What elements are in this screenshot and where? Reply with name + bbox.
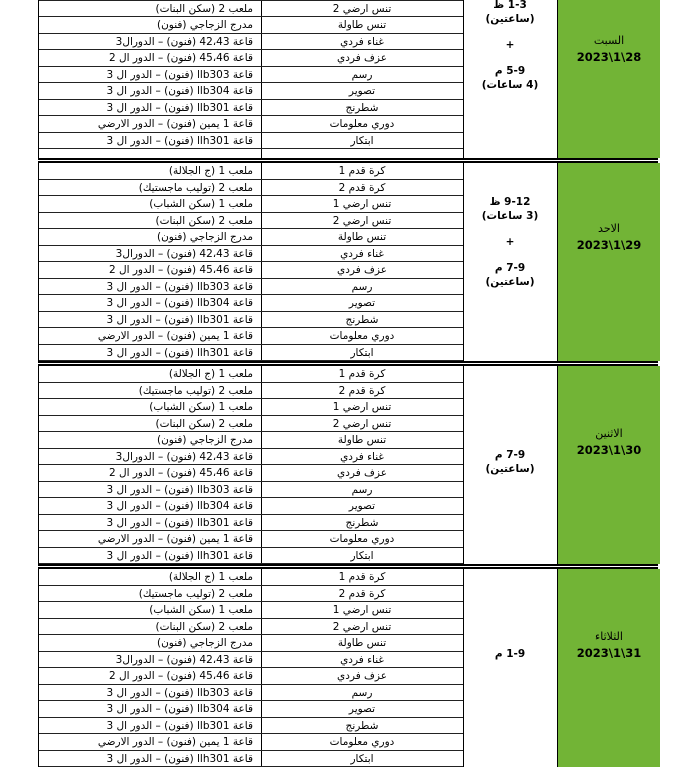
- location-cell: ملعب 1 (ج الجلالة): [39, 569, 261, 586]
- activity-cell: تنس ارضي 2: [261, 416, 463, 433]
- activity-cell: كرة قدم 2: [261, 586, 463, 603]
- activity-cell: تنس ارضي 1: [261, 196, 463, 213]
- location-cell: قاعة llb301 (فنون) – الدور ال 3: [39, 515, 261, 532]
- day-name: السبت: [558, 33, 660, 49]
- time-column: [463, 163, 558, 361]
- location-cell: قاعة 42،43 (فنون) – الدورال3: [39, 246, 261, 263]
- activity-cell: تصوير: [261, 295, 463, 312]
- activity-cell: غناء فردي: [261, 449, 463, 466]
- locations-column: [39, 569, 262, 767]
- activity-cell: ابتكار: [261, 133, 463, 150]
- activity-cell: تنس طاولة: [261, 635, 463, 652]
- activity-cell: شطرنج: [261, 718, 463, 735]
- location-cell: قاعة 1 يمين (فنون) – الدور الارضي: [39, 531, 261, 548]
- activity-cell: تنس ارضي 1: [261, 602, 463, 619]
- day-date: 2023\1\31: [558, 645, 660, 661]
- location-cell: ملعب 1 (سكن الشباب): [39, 399, 261, 416]
- location-cell: قاعة llb301 (فنون) – الدور ال 3: [39, 312, 261, 329]
- activity-cell: غناء فردي: [261, 34, 463, 51]
- time-slot: 9-12 ظ (3 ساعات) + 7-9 م (ساعتين): [463, 195, 557, 289]
- location-cell: قاعة llb303 (فنون) – الدور ال 3: [39, 482, 261, 499]
- activity-cell: عزف فردي: [261, 668, 463, 685]
- activity-cell: غناء فردي: [261, 246, 463, 263]
- day-date: 2023\1\30: [558, 442, 660, 458]
- location-cell: قاعة llb303 (فنون) – الدور ال 3: [39, 279, 261, 296]
- location-cell: ملعب 2 (توليب ماجستيك): [39, 586, 261, 603]
- location-cell: قاعة 45،46 (فنون) – الدور ال 2: [39, 50, 261, 67]
- location-cell: قاعة llb304 (فنون) – الدور ال 3: [39, 295, 261, 312]
- activity-cell: كرة قدم 2: [261, 180, 463, 197]
- activity-cell: شطرنج: [261, 100, 463, 117]
- activity-cell: ابتكار: [261, 345, 463, 362]
- location-cell: ملعب 2 (سكن البنات): [39, 213, 261, 230]
- time-column: [463, 0, 558, 158]
- day-date: 2023\1\29: [558, 237, 660, 253]
- activity-cell: دوري معلومات: [261, 116, 463, 133]
- location-cell: مدرج الزجاجي (فنون): [39, 17, 261, 34]
- activity-cell: شطرنج: [261, 515, 463, 532]
- activity-cell: دوري معلومات: [261, 734, 463, 751]
- location-cell: قاعة llh301 (فنون) – الدور ال 3: [39, 345, 261, 362]
- activity-cell: كرة قدم 1: [261, 366, 463, 383]
- activity-cell: رسم: [261, 67, 463, 84]
- location-cell: قاعة 42،43 (فنون) – الدورال3: [39, 34, 261, 51]
- location-cell: قاعة 1 يمين (فنون) – الدور الارضي: [39, 734, 261, 751]
- time-column: [463, 366, 558, 564]
- activity-cell: تنس ارضي 2: [261, 619, 463, 636]
- location-cell: مدرج الزجاجي (فنون): [39, 229, 261, 246]
- location-cell: ملعب 2 (توليب ماجستيك): [39, 383, 261, 400]
- activity-cell: رسم: [261, 685, 463, 702]
- day-cell: [557, 163, 660, 361]
- activities-column: [261, 0, 464, 158]
- location-cell: قاعة 45،46 (فنون) – الدور ال 2: [39, 668, 261, 685]
- location-cell: قاعة 45،46 (فنون) – الدور ال 2: [39, 262, 261, 279]
- activity-cell: تنس طاولة: [261, 229, 463, 246]
- location-cell: قاعة llb301 (فنون) – الدور ال 3: [39, 718, 261, 735]
- locations-column: [39, 163, 262, 361]
- location-cell: ملعب 1 (ج الجلالة): [39, 163, 261, 180]
- day-block-saturday: [38, 0, 658, 158]
- day-name: الثلاثاء: [558, 629, 660, 645]
- location-cell: قاعة llh301 (فنون) – الدور ال 3: [39, 133, 261, 150]
- location-cell: قاعة 42،43 (فنون) – الدورال3: [39, 652, 261, 669]
- location-cell: قاعة llh301 (فنون) – الدور ال 3: [39, 548, 261, 565]
- activity-cell: تنس ارضي 2: [261, 213, 463, 230]
- location-cell: قاعة llb303 (فنون) – الدور ال 3: [39, 67, 261, 84]
- time-slot: 1-9 م: [463, 647, 557, 661]
- time-slot: 7-9 م (ساعتين): [463, 448, 557, 476]
- activity-cell: كرة قدم 2: [261, 383, 463, 400]
- location-cell: قاعة llb301 (فنون) – الدور ال 3: [39, 100, 261, 117]
- location-cell: مدرج الزجاجي (فنون): [39, 432, 261, 449]
- day-date: 2023\1\28: [558, 49, 660, 65]
- activity-cell: كرة قدم 1: [261, 569, 463, 586]
- activity-cell: عزف فردي: [261, 465, 463, 482]
- location-cell: قاعة 1 يمين (فنون) – الدور الارضي: [39, 328, 261, 345]
- location-cell: ملعب 2 (سكن البنات): [39, 416, 261, 433]
- activity-cell: تنس ارضي 2: [261, 1, 463, 18]
- location-cell: قاعة llb304 (فنون) – الدور ال 3: [39, 83, 261, 100]
- day-name: الاثنين: [558, 426, 660, 442]
- locations-column: [39, 0, 262, 158]
- activity-cell: عزف فردي: [261, 262, 463, 279]
- location-cell: قاعة 45،46 (فنون) – الدور ال 2: [39, 465, 261, 482]
- location-cell: ملعب 2 (سكن البنات): [39, 619, 261, 636]
- day-cell: [557, 0, 660, 158]
- location-cell: مدرج الزجاجي (فنون): [39, 635, 261, 652]
- locations-column: [39, 366, 262, 564]
- location-cell: قاعة llh301 (فنون) – الدور ال 3: [39, 751, 261, 767]
- time-slot: 1-3 ظ (ساعتين) + 5-9 م (4 ساعات): [463, 0, 557, 92]
- activity-cell: رسم: [261, 482, 463, 499]
- location-cell: قاعة 1 يمين (فنون) – الدور الارضي: [39, 116, 261, 133]
- activities-column: [261, 163, 464, 361]
- day-cell: [557, 569, 660, 767]
- activities-column: [261, 366, 464, 564]
- location-cell: ملعب 2 (سكن البنات): [39, 1, 261, 18]
- activity-cell: دوري معلومات: [261, 328, 463, 345]
- location-cell: ملعب 1 (سكن الشباب): [39, 602, 261, 619]
- location-cell: قاعة 42،43 (فنون) – الدورال3: [39, 449, 261, 466]
- location-cell: ملعب 1 (ج الجلالة): [39, 366, 261, 383]
- activity-cell: تصوير: [261, 83, 463, 100]
- time-column: [463, 569, 558, 767]
- activity-cell: تصوير: [261, 498, 463, 515]
- location-cell: قاعة llb303 (فنون) – الدور ال 3: [39, 685, 261, 702]
- location-cell: ملعب 1 (سكن الشباب): [39, 196, 261, 213]
- activity-cell: عزف فردي: [261, 50, 463, 67]
- activity-cell: تنس طاولة: [261, 17, 463, 34]
- location-cell: قاعة llb304 (فنون) – الدور ال 3: [39, 701, 261, 718]
- day-block-monday: [38, 366, 658, 564]
- activity-cell: شطرنج: [261, 312, 463, 329]
- activity-cell: غناء فردي: [261, 652, 463, 669]
- activity-cell: تنس طاولة: [261, 432, 463, 449]
- activity-cell: كرة قدم 1: [261, 163, 463, 180]
- day-block-tuesday: [38, 569, 658, 767]
- activities-column: [261, 569, 464, 767]
- activity-cell: ابتكار: [261, 751, 463, 767]
- activity-cell: دوري معلومات: [261, 531, 463, 548]
- day-cell: [557, 366, 660, 564]
- activity-cell: ابتكار: [261, 548, 463, 565]
- activity-cell: تصوير: [261, 701, 463, 718]
- activity-cell: تنس ارضي 1: [261, 399, 463, 416]
- location-cell: قاعة llb304 (فنون) – الدور ال 3: [39, 498, 261, 515]
- day-block-sunday: [38, 163, 658, 361]
- activity-cell: رسم: [261, 279, 463, 296]
- location-cell: ملعب 2 (توليب ماجستيك): [39, 180, 261, 197]
- day-name: الاحد: [558, 221, 660, 237]
